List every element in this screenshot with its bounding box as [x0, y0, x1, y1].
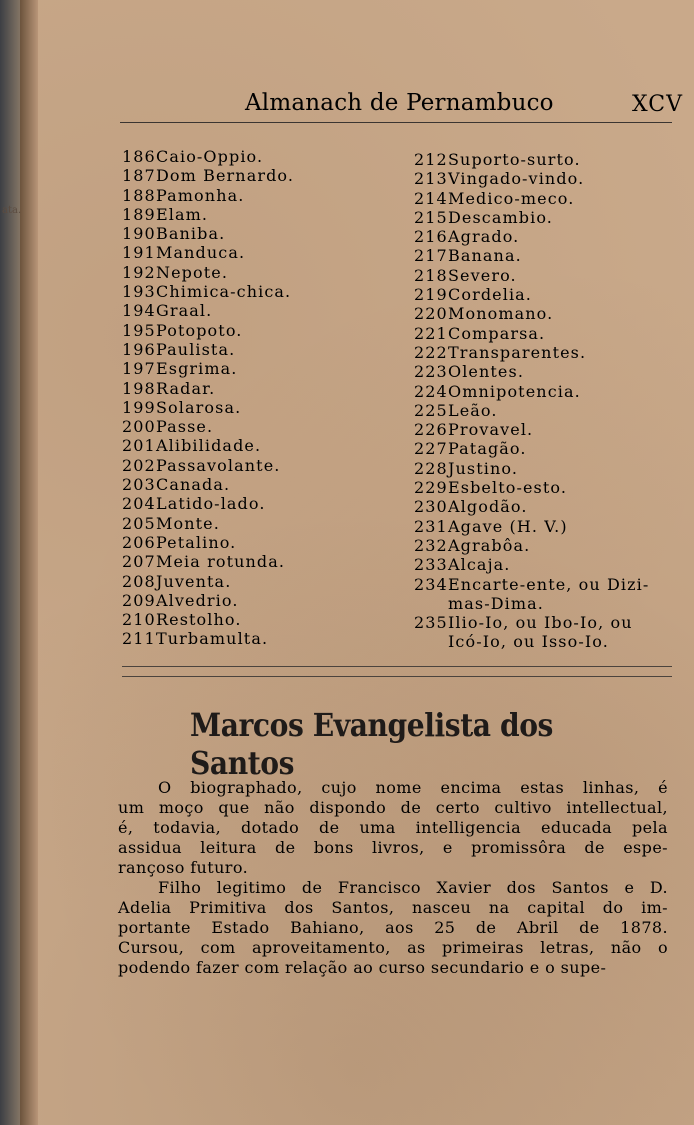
running-header: Almanach de Pernambuco [245, 90, 554, 116]
entry-number: 228 [414, 458, 448, 478]
entry-number: 214 [414, 188, 448, 208]
list-item [414, 266, 649, 285]
list-item [414, 575, 649, 614]
entry-word: Radar. [156, 378, 216, 398]
list-item [414, 439, 649, 458]
list-item [122, 359, 294, 378]
entry-word: Restolho. [156, 610, 242, 630]
text-line: Adelia Primitiva dos Santos, nasceu na capital do im- [118, 898, 668, 917]
entry-number: 216 [414, 227, 448, 247]
entry-word: Omnipotencia. [448, 381, 581, 401]
entry-word: Algodão. [448, 497, 528, 517]
entry-word: Comparsa. [448, 323, 546, 343]
entry-number: 217 [414, 246, 448, 266]
section-title: Marcos Evangelista dos Santos [190, 706, 553, 782]
list-item [414, 555, 649, 574]
entry-number: 193 [122, 282, 156, 302]
section-rule-top [122, 666, 672, 667]
list-item [414, 208, 649, 227]
page-gutter [20, 0, 38, 1125]
entry-word: Ilio-Io, ou Ibo-Io, ou [448, 613, 633, 633]
entry-number: 222 [414, 342, 448, 362]
entry-word: Descambio. [448, 207, 553, 227]
list-item [414, 169, 649, 188]
section-rule-bottom [122, 676, 672, 677]
text-line: assidua leitura de bons livros, e promissôra de espe- [118, 838, 668, 857]
entry-word: Esbelto-esto. [448, 478, 568, 498]
entry-number: 227 [414, 439, 448, 459]
entry-word: Passavolante. [156, 455, 281, 475]
entry-word: Potopoto. [156, 320, 243, 340]
list-item [122, 572, 294, 591]
entry-word: Paulista. [156, 339, 236, 359]
list-item [122, 243, 294, 262]
list-item [122, 436, 294, 455]
biography-text [118, 778, 668, 978]
entry-word: Monomano. [448, 304, 554, 324]
entry-number: 229 [414, 478, 448, 498]
list-item [122, 475, 294, 494]
entry-number: 232 [414, 535, 448, 555]
entry-number: 224 [414, 381, 448, 401]
entry-word: Canada. [156, 475, 231, 495]
list-item [122, 417, 294, 436]
entry-number: 202 [122, 455, 156, 475]
list-item [122, 224, 294, 243]
book-edge [0, 0, 22, 1125]
entry-word: Patagão. [448, 439, 527, 459]
header-rule [120, 122, 672, 123]
list-item [414, 613, 649, 652]
list-item [414, 517, 649, 536]
entry-word: Nepote. [156, 262, 229, 282]
entry-number: 221 [414, 323, 448, 343]
list-item [122, 533, 294, 552]
list-item [122, 166, 294, 185]
entry-number: 196 [122, 339, 156, 359]
entry-number: 194 [122, 301, 156, 321]
entry-continuation: mas-Dima. [448, 593, 544, 613]
entry-word: Leão. [448, 400, 498, 420]
list-item [414, 227, 649, 246]
list-item [122, 263, 294, 282]
entry-number: 218 [414, 265, 448, 285]
entry-number: 186 [122, 147, 156, 166]
entry-number: 207 [122, 552, 156, 572]
list-item [122, 340, 294, 359]
entry-number: 231 [414, 516, 448, 536]
entry-number: 209 [122, 590, 156, 610]
paragraph-2 [118, 878, 668, 978]
left-word-list [122, 147, 294, 649]
margin-mark: ata. [2, 205, 22, 216]
entry-number: 208 [122, 571, 156, 591]
entry-continuation: Icó-Io, ou Isso-Io. [448, 632, 609, 652]
list-item [414, 304, 649, 323]
entry-word: Agrabôa. [448, 535, 531, 555]
entry-number: 233 [414, 555, 448, 575]
list-item [414, 420, 649, 439]
list-item [414, 246, 649, 265]
entry-number: 187 [122, 166, 156, 186]
entry-number: 212 [414, 150, 448, 169]
page-number: XCV [632, 92, 683, 117]
text-line: Filho legitimo de Francisco Xavier dos Santos e D. [158, 878, 668, 897]
paragraph-1 [118, 778, 668, 878]
entry-word: Alibilidade. [156, 436, 262, 456]
list-item [122, 301, 294, 320]
entry-word: Chimica-chica. [156, 282, 292, 302]
entry-word: Olentes. [448, 362, 525, 382]
entry-word: Passe. [156, 417, 214, 437]
text-line: O biographado, cujo nome encima estas linhas, é [158, 778, 668, 797]
entry-number: 199 [122, 397, 156, 417]
entry-word: Suporto-surto. [448, 150, 581, 169]
list-item [122, 456, 294, 475]
entry-word: Alcaja. [448, 555, 511, 575]
entry-number: 192 [122, 262, 156, 282]
entry-number: 230 [414, 497, 448, 517]
list-item [122, 591, 294, 610]
entry-word: Juventa. [156, 571, 232, 591]
entry-word: Encarte-ente, ou Dizi- [448, 574, 650, 594]
text-line: portante Estado Bahiano, aos 25 de Abril de 1878. [118, 918, 668, 937]
list-item [122, 514, 294, 533]
entry-number: 211 [122, 629, 156, 649]
entry-word: Banana. [448, 246, 522, 266]
list-item [414, 324, 649, 343]
entry-word: Manduca. [156, 243, 246, 263]
entry-word: Vingado-vindo. [448, 169, 585, 189]
list-item [414, 189, 649, 208]
entry-number: 223 [414, 362, 448, 382]
list-item [414, 343, 649, 362]
entry-number: 195 [122, 320, 156, 340]
list-item [122, 629, 294, 648]
entry-word: Cordelia. [448, 285, 532, 305]
list-item [414, 478, 649, 497]
entry-word: Alvedrio. [156, 590, 239, 610]
entry-number: 215 [414, 207, 448, 227]
entry-word: Pamonha. [156, 185, 245, 205]
entry-word: Agave (H. V.) [448, 516, 568, 536]
entry-number: 197 [122, 359, 156, 379]
text-line: é, todavia, dotado de uma intelligencia educada pela [118, 818, 668, 837]
list-item [414, 362, 649, 381]
entry-word: Solarosa. [156, 397, 242, 417]
entry-word: Provavel. [448, 420, 534, 440]
entry-number: 226 [414, 420, 448, 440]
entry-number: 201 [122, 436, 156, 456]
list-item [122, 147, 294, 166]
list-item [414, 150, 649, 169]
entry-number: 213 [414, 169, 448, 189]
entry-number: 225 [414, 400, 448, 420]
entry-number: 235 [414, 613, 448, 633]
list-item [122, 494, 294, 513]
entry-number: 206 [122, 532, 156, 552]
list-item [122, 321, 294, 340]
list-item [122, 552, 294, 571]
text-line: um moço que não dispondo de certo cultivo intellectual, [118, 798, 668, 817]
text-line: Cursou, com aproveitamento, as primeiras letras, não o [118, 938, 668, 957]
list-item [122, 610, 294, 629]
entry-word: Medico-meco. [448, 188, 575, 208]
entry-number: 200 [122, 417, 156, 437]
list-item [122, 205, 294, 224]
list-item [122, 398, 294, 417]
entry-word: Agrado. [448, 227, 520, 247]
entry-number: 204 [122, 494, 156, 514]
entry-number: 198 [122, 378, 156, 398]
entry-word: Baniba. [156, 224, 226, 244]
list-item [414, 382, 649, 401]
entry-word: Transparentes. [448, 342, 587, 362]
entry-number: 205 [122, 513, 156, 533]
entry-word: Petalino. [156, 532, 237, 552]
entry-number: 189 [122, 204, 156, 224]
text-line: rançoso futuro. [118, 858, 249, 877]
entry-number: 188 [122, 185, 156, 205]
entry-word: Monte. [156, 513, 220, 533]
list-item [414, 401, 649, 420]
entry-number: 210 [122, 610, 156, 630]
entry-word: Latido-lado. [156, 494, 266, 514]
entry-number: 203 [122, 475, 156, 495]
entry-number: 220 [414, 304, 448, 324]
entry-number: 191 [122, 243, 156, 263]
list-item [122, 282, 294, 301]
entry-word: Elam. [156, 204, 209, 224]
entry-word: Esgrima. [156, 359, 238, 379]
entry-word: Severo. [448, 265, 517, 285]
entry-word: Meia rotunda. [156, 552, 286, 572]
list-item [122, 379, 294, 398]
list-item [414, 459, 649, 478]
entry-number: 190 [122, 224, 156, 244]
right-word-list [414, 150, 649, 652]
entry-word: Turbamulta. [156, 629, 269, 649]
list-item [414, 536, 649, 555]
text-line: podendo fazer com relação ao curso secundario e o supe- [118, 958, 607, 977]
list-item [414, 497, 649, 516]
entry-word: Dom Bernardo. [156, 166, 295, 186]
entry-number: 234 [414, 574, 448, 594]
entry-number: 219 [414, 285, 448, 305]
list-item [122, 186, 294, 205]
list-item [414, 285, 649, 304]
entry-word: Justino. [448, 458, 519, 478]
entry-word: Caio-Oppio. [156, 147, 264, 166]
entry-word: Graal. [156, 301, 213, 321]
